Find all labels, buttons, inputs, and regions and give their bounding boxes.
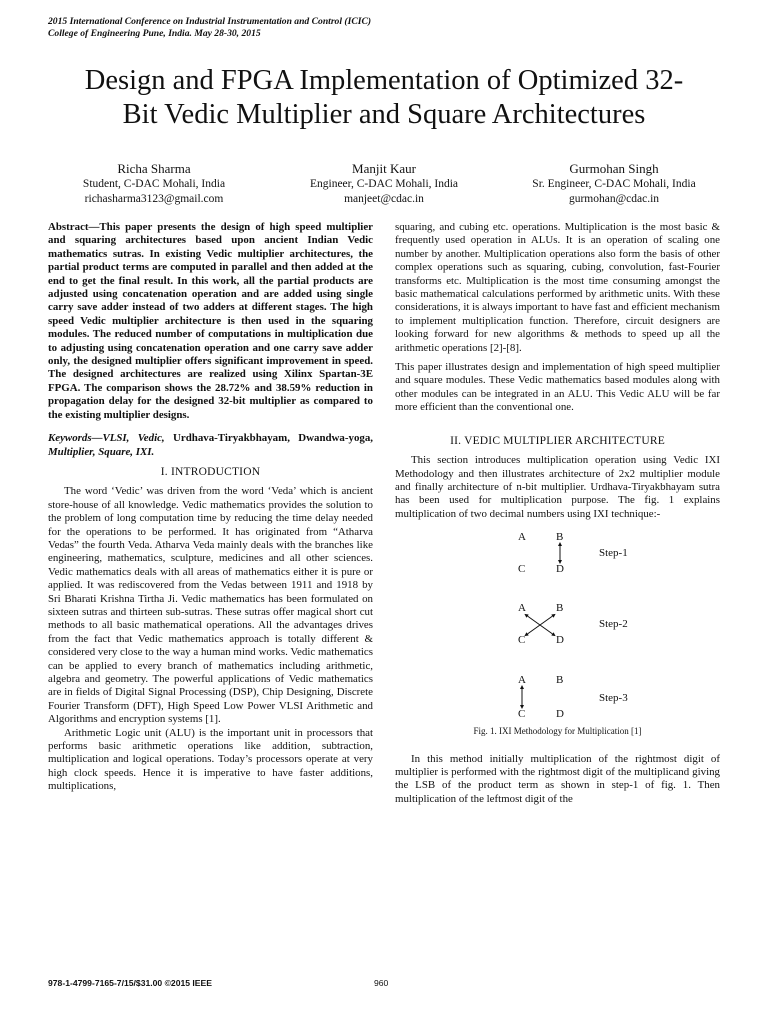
title-line-2: Bit Vedic Multiplier and Square Architectures — [122, 99, 646, 130]
abstract: Abstract—This paper presents the design of high speed multiplier and squaring architectures based upon ancient Indian Vedic mathematics sutras. In existing Vedic multiplier architectures, the partial product terms are computed in parallel and then added at the end to get the final result. In this work, all the partial products are adjusted using concatenation operation and are added using single carry save adder instead of two adders at different stages. The high speed Vedic multiplier architecture is then used in the squaring modules. The reduced number of computations in multiplication due to adjusting using concatenation operation and one carry save adder only, the designed multiplier offers significant improvement in speed. The designed architectures are realized using Xilinx Spartan-3E FPGA. The comparison shows the 28.72% and 38.59% reduction in propagation delay for the designed 32-bit multiplier as compared to the existing multiplier designs. — [48, 221, 373, 421]
author-name: Manjit Kaur — [352, 161, 416, 176]
author-affiliation: Student, C-DAC Mohali, India — [82, 178, 226, 190]
vedic-paragraph-2: In this method initially multiplication of the rightmost digit of multiplier is performed with the rightmost digit of the multiplicand giving the LSB of the product term as shown in step-1 of fig. 1. Then multiplication of the leftmost digit of the — [395, 752, 720, 805]
step2-label: Step-2 — [599, 618, 628, 631]
step1-letter-b: B — [556, 531, 564, 544]
right-column — [395, 221, 720, 806]
keywords-lead: Keywords—VLSI, Vedic, — [48, 432, 165, 445]
step1-letter-d: D — [556, 563, 564, 576]
step2-letter-b: B — [556, 602, 564, 615]
step3-letter-a: A — [518, 674, 526, 687]
author-email: gurmohan@cdac.in — [568, 193, 660, 205]
conference-header — [48, 16, 371, 40]
intro-paragraph-4: This paper illustrates design and implementation of high speed multiplier and square modules. These Vedic mathematics based modules along with other modules can be integrated in an ALU. This Vedic ALU will be far more efficient than the conventional one. — [395, 361, 720, 414]
step1-letter-c: C — [518, 563, 526, 576]
author-name: Gurmohan Singh — [569, 161, 659, 176]
keywords-tail: Multiplier, Square, IXI. — [48, 445, 155, 458]
intro-paragraph-3: squaring, and cubing etc. operations. Multiplication is the most basic & frequently used operation in ALUs. It is an operation of scaling one number by another. Multiplication operations also form the basis of other complex operations such as squaring, cubing, convolution, fast-Fourier transforms etc. Multiplication is the most time consuming amongst the basic mathematical calculations performed by arithmetic units. With these considerations, it is always important to have fast and efficient mechanism to implement multiplication function. Therefore, circuit designers are looking forward for new algorithms & methods to speed up all the arithmetic operations [2]-[8]. — [395, 221, 720, 354]
figure-ixi-methodology — [395, 525, 720, 725]
step3-letter-b: B — [556, 674, 564, 687]
figure-caption: Fig. 1. IXI Methodology for Multiplication [1] — [473, 726, 642, 737]
step3-label: Step-3 — [599, 692, 628, 705]
intro-paragraph-2: Arithmetic Logic unit (ALU) is the important unit in processors that performs basic arithmetic operations like addition, subtraction, multiplication and logical operations. Today’s processors operate at very high clock speeds. Hence it is imperative to have faster additions, multiplications, — [48, 726, 373, 793]
author-1 — [44, 160, 264, 207]
conference-line-2: College of Engineering Pune, India. May 28-30, 2015 — [48, 28, 261, 39]
author-email: richasharma3123@gmail.com — [84, 193, 224, 205]
paper-title — [40, 64, 728, 132]
vedic-paragraph-1: This section introduces multiplication operation using Vedic IXI Methodology and then illustrates architecture of 2x2 multiplier module and finally architecture of n-bit multiplier. Urdhava-Tiryakbhayam sutra has been used for multiplication purpose. The fig. 1 explains multiplication of two decimal numbers using IXI technique:- — [395, 454, 720, 520]
keywords-plain: Urdhava-Tiryakbhayam, Dwandwa-yoga, — [164, 432, 374, 445]
conference-line-1: 2015 International Conference on Industrial Instrumentation and Control (ICIC) — [48, 16, 372, 27]
ixi-diagram — [395, 525, 720, 725]
title-line-1: Design and FPGA Implementation of Optimized 32- — [84, 65, 684, 96]
step2-letter-d: D — [556, 634, 564, 647]
author-3 — [504, 160, 724, 207]
step1-label: Step-1 — [599, 547, 628, 560]
author-name: Richa Sharma — [117, 161, 191, 176]
intro-paragraph-1: The word ‘Vedic’ was driven from the word ‘Veda’ which is ancient store-house of all knowledge. Vedic mathematics provides the solution to the problem of long computation time by reducing the time delay needed for the operations to be performed. It has originated from “Atharva Vedas” the fourth Veda. Atharva Veda mainly deals with the branches like engineering, mathematics, sculpture, medicines and all other sciences. Vedic mathematics deals with all areas of mathematics either it is pure or applied. It was rediscovered from the Vedas between 1911 and 1918 by Sri Bharati Krishna Tirtha Ji. Vedic mathematics has been formulated on sixteen sutras and thirteen sub-sutras. These sutras offer magical short cut methods to all basic mathematical operations. All the advantages drives from the fact that Vedic mathematics approach is totally different & considered very close to the way a human mind works. Vedic mathematics can be applied to every branch of mathematics including arithmetic, algebra and geometry. The powerful applications of Vedic mathematics are in fields of Digital Signal Processing (DSP), Chip Designing, Discrete Fourier Transform (DFT), High Speed Low Power VLSI Arithmetic and Algorithms and encryption systems [1]. — [48, 485, 373, 726]
author-affiliation: Engineer, C-DAC Mohali, India — [309, 178, 459, 190]
section-heading-introduction: I. INTRODUCTION — [160, 465, 261, 478]
footer-page-number: 960 — [374, 978, 389, 988]
left-column — [48, 221, 373, 794]
section-heading-vedic: II. VEDIC MULTIPLIER ARCHITECTURE — [450, 434, 665, 447]
footer-isbn: 978-1-4799-7165-7/15/$31.00 ©2015 IEEE — [48, 978, 213, 988]
author-2 — [274, 160, 494, 207]
step3-letter-d: D — [556, 708, 564, 721]
author-email: manjeet@cdac.in — [344, 193, 424, 205]
step2-letter-a: A — [518, 602, 526, 615]
step2-letter-c: C — [518, 634, 526, 647]
step1-letter-a: A — [518, 531, 526, 544]
author-affiliation: Sr. Engineer, C-DAC Mohali, India — [532, 178, 696, 190]
step3-letter-c: C — [518, 708, 526, 721]
keywords — [48, 432, 373, 459]
